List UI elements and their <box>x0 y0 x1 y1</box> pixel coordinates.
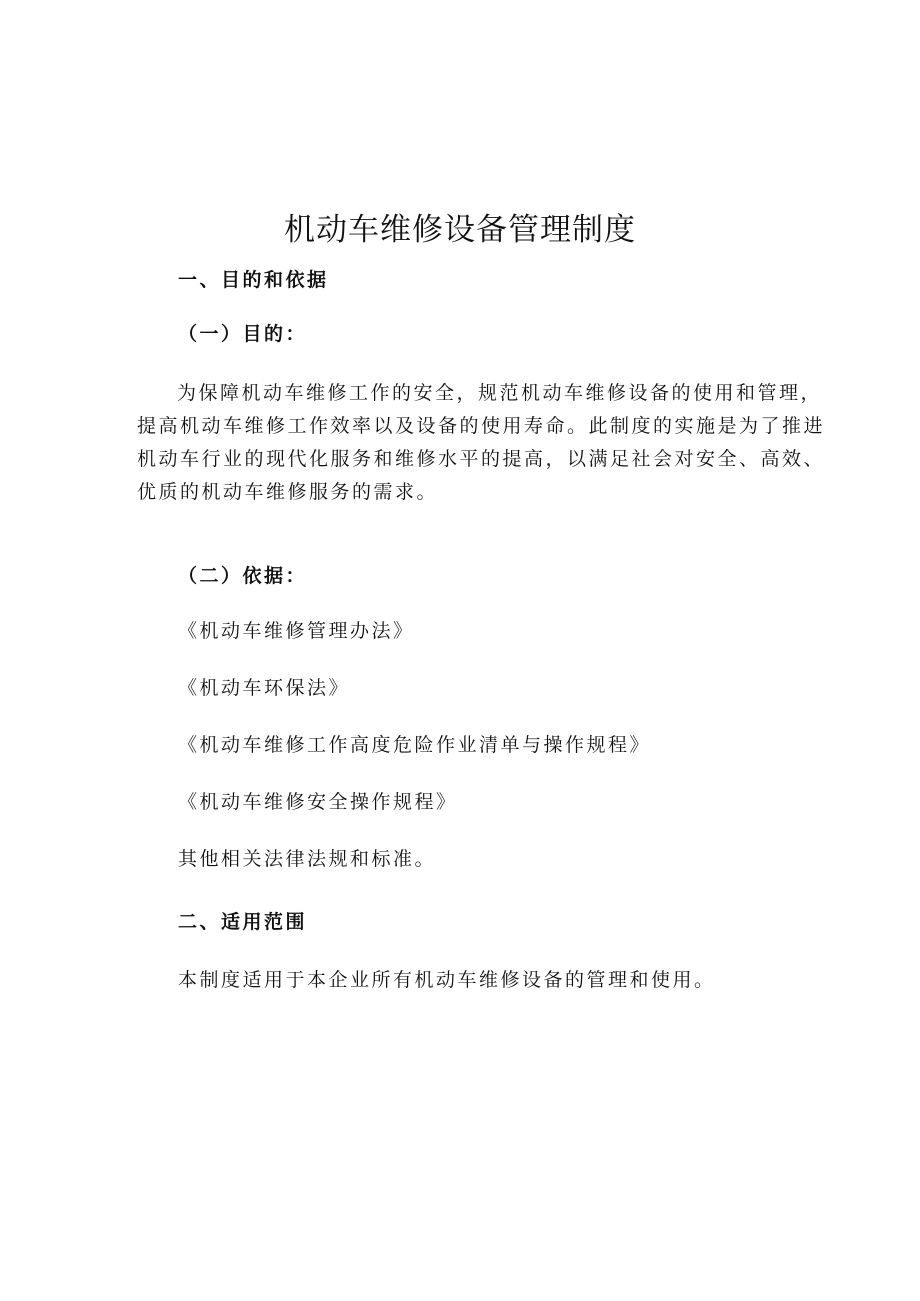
basis-item-2: 《机动车环保法》 <box>178 677 351 699</box>
scope-text: 本制度适用于本企业所有机动车维修设备的管理和使用。 <box>178 969 716 991</box>
section-2-heading: 二、适用范围 <box>178 911 308 933</box>
section-1-heading: 一、目的和依据 <box>178 269 329 291</box>
basis-item-4: 《机动车维修安全操作规程》 <box>178 791 458 813</box>
purpose-paragraph <box>137 377 826 509</box>
purpose-heading: （一）目的： <box>178 323 308 345</box>
purpose-line-4: 优质的机动车维修服务的需求。 <box>137 481 439 503</box>
purpose-line-3: 机动车行业的现代化服务和维修水平的提高，以满足社会对安全、高效、 <box>137 448 826 470</box>
purpose-line-2: 提高机动车维修工作效率以及设备的使用寿命。此制度的实施是为了推进 <box>137 415 826 437</box>
basis-item-5: 其他相关法律法规和标准。 <box>178 848 437 870</box>
basis-heading: （二）依据： <box>178 565 308 587</box>
basis-item-3: 《机动车维修工作高度危险作业清单与操作规程》 <box>178 734 652 756</box>
basis-item-1: 《机动车维修管理办法》 <box>178 620 415 642</box>
document-title: 机动车维修设备管理制度 <box>284 212 636 248</box>
purpose-line-1: 为保障机动车维修工作的安全，规范机动车维修设备的使用和管理， <box>177 382 823 404</box>
